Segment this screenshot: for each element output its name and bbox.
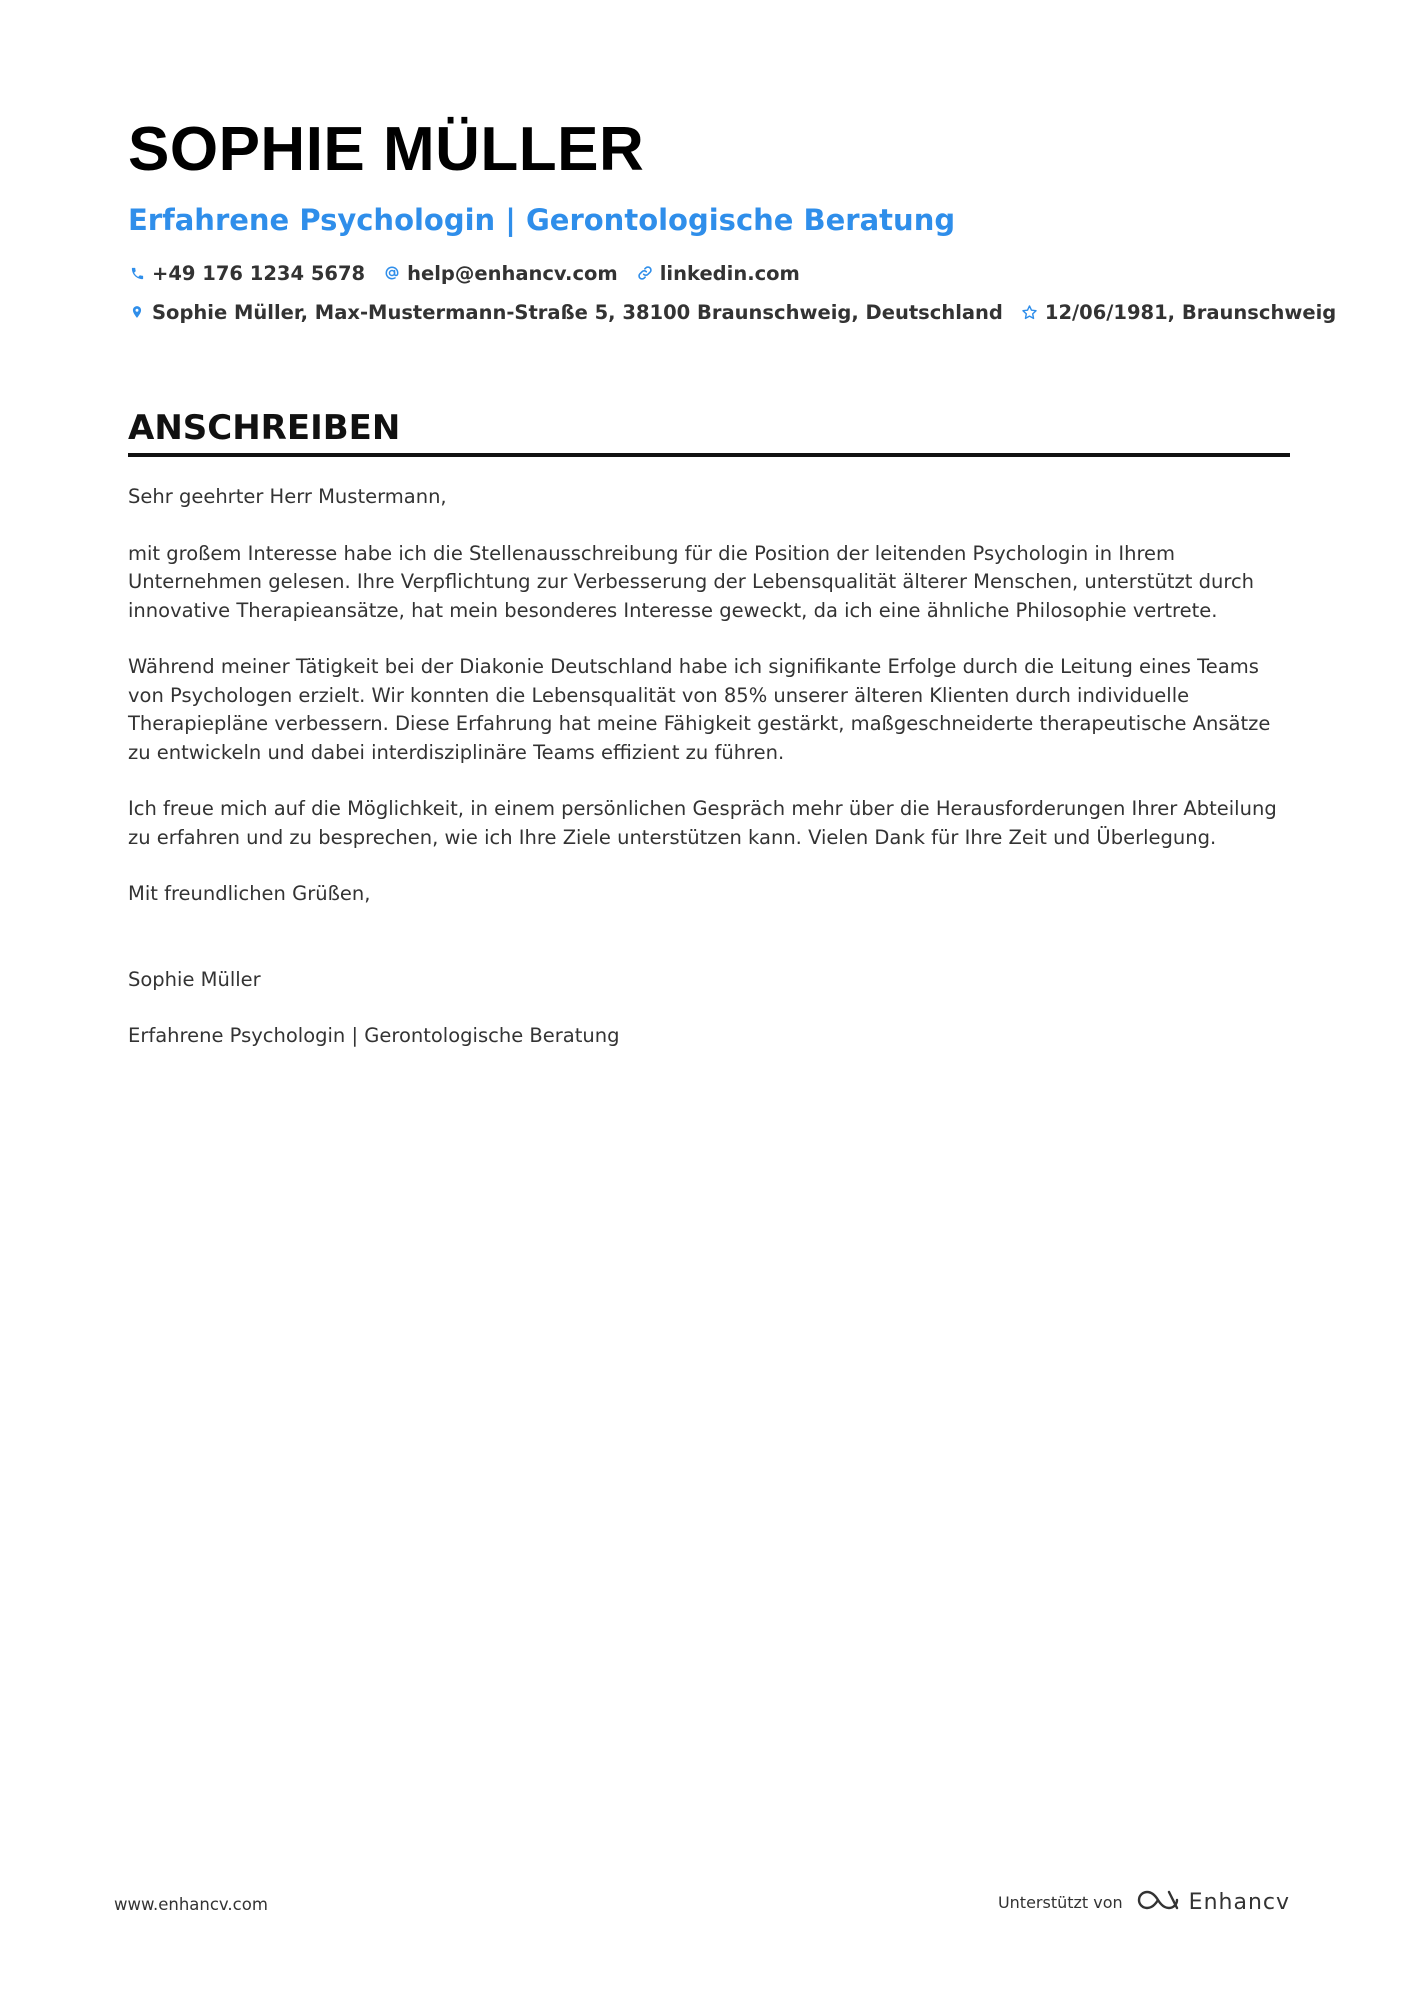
contact-address	[128, 301, 1003, 324]
location-pin-icon	[128, 303, 146, 321]
candidate-headline: Erfahrene Psychologin | Gerontologische Beratung	[128, 203, 956, 237]
contact-row-secondary	[128, 297, 1337, 327]
section-divider	[128, 453, 1290, 457]
address-value: Sophie Müller, Max-Mustermann-Straße 5, 38100 Braunschweig, Deutschland	[152, 300, 1003, 324]
letter-paragraph: Während meiner Tätigkeit bei der Diakonie Deutschland habe ich signifikante Erfolge durch die Leitung eines Teams von Psychologen erzielt. Wir konnten die Lebensqualität von 85% unserer älteren Klienten durch individuelle Therapiepläne verbessern. Diese Erfahrung hat meine Fähigkeit gestärkt, maßgeschneiderte therapeutische Ansätze zu entwickeln und dabei interdisziplinäre Teams effizient zu führen.	[128, 655, 1271, 764]
enhancv-logo-icon	[1135, 1887, 1181, 1917]
letter-body	[128, 483, 1290, 1051]
email-value: help@enhancv.com	[407, 261, 618, 285]
star-icon	[1021, 303, 1039, 321]
phone-value: +49 176 1234 5678	[152, 261, 366, 285]
brand-name: Enhancv	[1188, 1889, 1290, 1915]
contact-row-primary	[128, 258, 1290, 288]
at-icon	[383, 264, 401, 282]
contact-email[interactable]	[383, 262, 618, 285]
cover-letter-page	[128, 110, 1337, 1079]
footer-website[interactable]: www.enhancv.com	[114, 1895, 268, 1914]
candidate-name: SOPHIE MÜLLER	[128, 115, 645, 184]
contact-linkedin[interactable]	[636, 262, 800, 285]
phone-icon	[128, 264, 146, 282]
letter-closing: Mit freundlichen Grüßen,	[128, 882, 371, 905]
section-title: ANSCHREIBEN	[128, 408, 401, 448]
letter-greeting: Sehr geehrter Herr Mustermann,	[128, 485, 447, 508]
signature-name: Sophie Müller	[128, 967, 261, 991]
footer-branding[interactable]	[998, 1887, 1290, 1917]
powered-by-text: Unterstützt von	[997, 1892, 1123, 1912]
letter-paragraph: mit großem Interesse habe ich die Stellenausschreibung für die Position der leitenden Psychologin in Ihrem Unternehmen gelesen. Ihre Verpflichtung zur Verbesserung der Lebensqualität älterer Menschen, unterstützt durch innovative Therapieansätze, hat mein besonderes Interesse geweckt, da ich eine ähnliche Philosophie vertrete.	[128, 541, 1255, 622]
contact-birth	[1021, 301, 1336, 324]
link-icon	[636, 264, 654, 282]
birth-value: 12/06/1981, Braunschweig	[1044, 300, 1337, 324]
letter-paragraph: Ich freue mich auf die Möglichkeit, in einem persönlichen Gespräch mehr über die Herausforderungen Ihrer Abteilung zu erfahren und zu besprechen, wie ich Ihre Ziele unterstützen kann. Vielen Dank für Ihre Zeit und Überlegung.	[128, 797, 1277, 849]
contact-phone[interactable]	[128, 262, 365, 285]
linkedin-value: linkedin.com	[659, 261, 800, 285]
signature-title: Erfahrene Psychologin | Gerontologische Beratung	[128, 1024, 620, 1047]
